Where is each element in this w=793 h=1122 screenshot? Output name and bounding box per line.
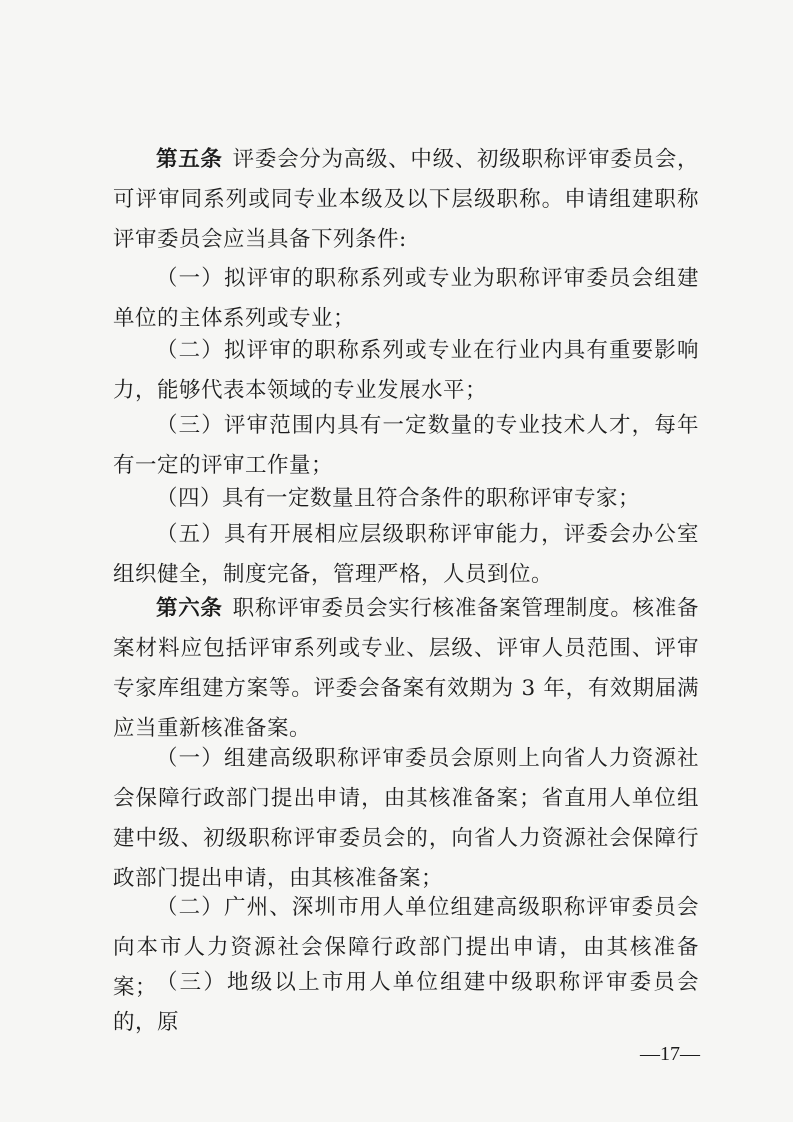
article6-label: 第六条 — [156, 596, 223, 621]
article6-item-2: （二）广州、深圳市用人单位组建高级职称评审委员会向本市人力资源社会保障行政部门提出申请，由其核准备案； — [113, 895, 699, 1000]
article5-item-2: （二）拟评审的职称系列或专业在行业内具有重要影响力，能够代表本领域的专业发展水平； — [113, 338, 699, 403]
page-number: —17— — [640, 1043, 700, 1065]
article5-item-3: （三）评审范围内具有一定数量的专业技术人才，每年有一定的评审工作量； — [113, 413, 699, 478]
article5-item-1: （一）拟评审的职称系列或专业为职称评审委员会组建单位的主体系列或专业； — [113, 266, 699, 331]
article5-item-5: （五）具有开展相应层级职称评审能力，评委会办公室组织健全，制度完备，管理严格，人员到位。 — [113, 522, 699, 587]
article5-paragraph — [113, 140, 699, 260]
article6-paragraph — [113, 589, 699, 749]
article6-item-3: （三）地级以上市用人单位组建中级职称评审委员会的，原 — [113, 970, 699, 1035]
article5-label: 第五条 — [156, 147, 223, 172]
article6-item-1: （一）组建高级职称评审委员会原则上向省人力资源社会保障行政部门提出申请，由其核准备案；省直用人单位组建中级、初级职称评审委员会的，向省人力资源社会保障行政部门提出申请，由其核准备案； — [113, 746, 699, 891]
article5-item-4: （四）具有一定数量且符合条件的职称评审专家； — [156, 486, 641, 511]
article6-text: 职称评审委员会实行核准备案管理制度。核准备案材料应包括评审系列或专业、层级、评审人员范围、评审专家库组建方案等。评委会备案有效期为 3 年，有效期届满应当重新核准备案。 — [113, 596, 699, 741]
article5-text: 评委会分为高级、中级、初级职称评审委员会，可评审同系列或同专业本级及以下层级职称。申请组建职称评审委员会应当具备下列条件: — [113, 147, 699, 252]
